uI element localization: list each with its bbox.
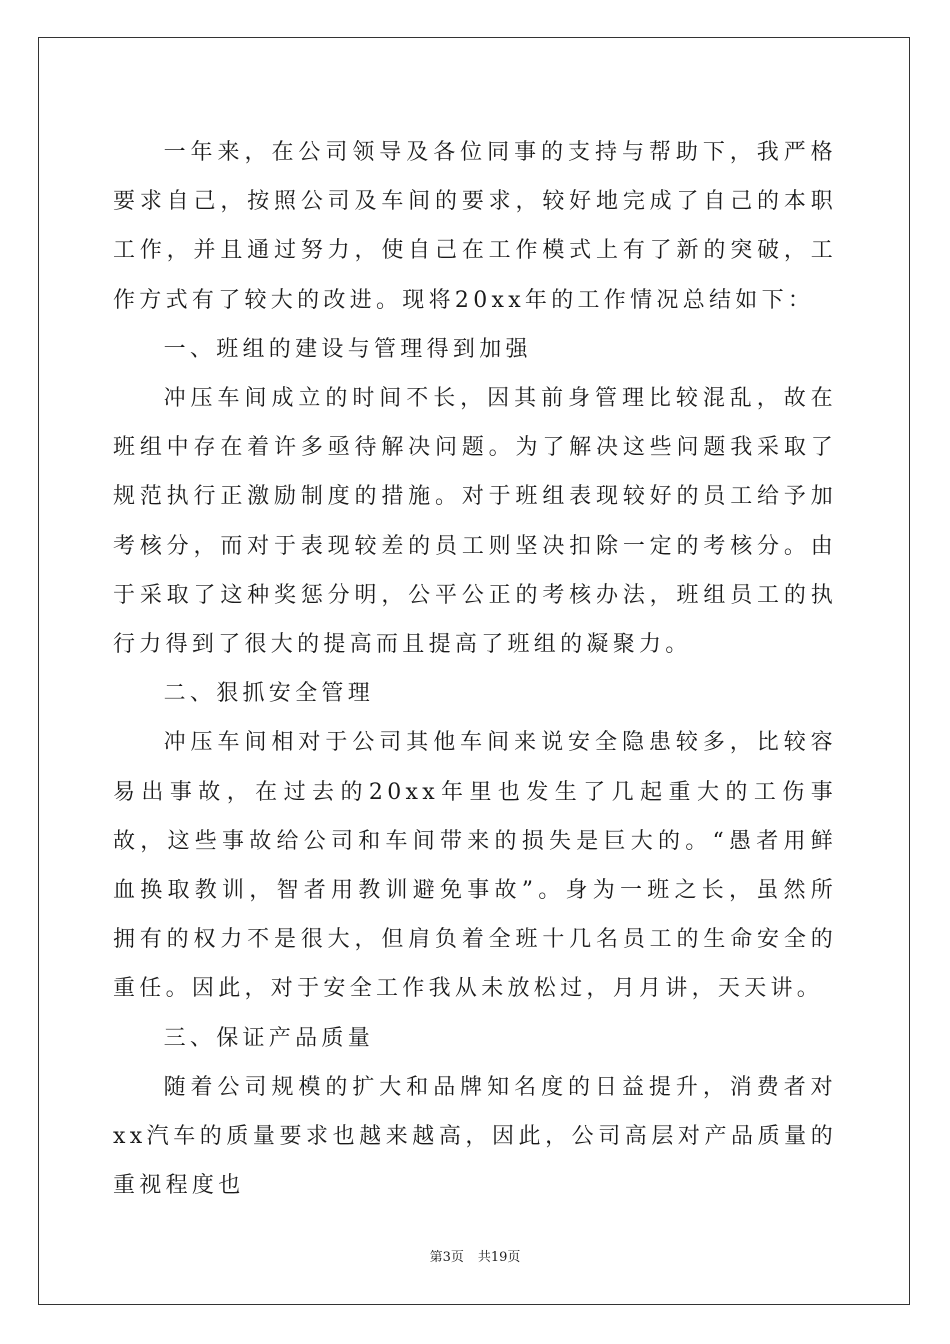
paragraph-intro: 一年来，在公司领导及各位同事的支持与帮助下，我严格要求自己，按照公司及车间的要求，较好地完成了自己的本职工作，并且通过努力，使自己在工作模式上有了新的突破，工作方式有了较大的改进。现将20xx年的工作情况总结如下： xyxy=(113,140,837,313)
page-number: 第3页 xyxy=(429,1250,464,1265)
paragraph-quality: 随着公司规模的扩大和品牌知名度的日益提升，消费者对xx汽车的质量要求也越来越高，因此，公司高层对产品质量的重视程度也 xyxy=(113,1074,837,1199)
document-body xyxy=(113,128,837,1210)
page-total: 共19页 xyxy=(477,1250,521,1265)
paragraph-team-building: 冲压车间成立的时间不长，因其前身管理比较混乱，故在班组中存在着许多亟待解决问题。为了解决这些问题我采取了规范执行正激励制度的措施。对于班组表现较好的员工给予加考核分，而对于表现较差的员工则坚决扣除一定的考核分。由于采取了这种奖惩分明，公平公正的考核办法，班组员工的执行力得到了很大的提高而且提高了班组的凝聚力。 xyxy=(113,386,837,658)
section-heading-2: 二、狠抓安全管理 xyxy=(163,681,374,707)
page-footer xyxy=(0,1246,950,1265)
section-heading-1: 一、班组的建设与管理得到加强 xyxy=(163,336,532,362)
section-heading-3: 三、保证产品质量 xyxy=(163,1025,374,1051)
paragraph-safety: 冲压车间相对于公司其他车间来说安全隐患较多，比较容易出事故，在过去的20xx年里也发生了几起重大的工伤事故，这些事故给公司和车间带来的损失是巨大的。“愚者用鲜血换取教训，智者用教训避免事故”。身为一班之长，虽然所拥有的权力不是很大，但肩负着全班十几名员工的生命安全的重任。因此，对于安全工作我从未放松过，月月讲，天天讲。 xyxy=(113,730,837,1002)
